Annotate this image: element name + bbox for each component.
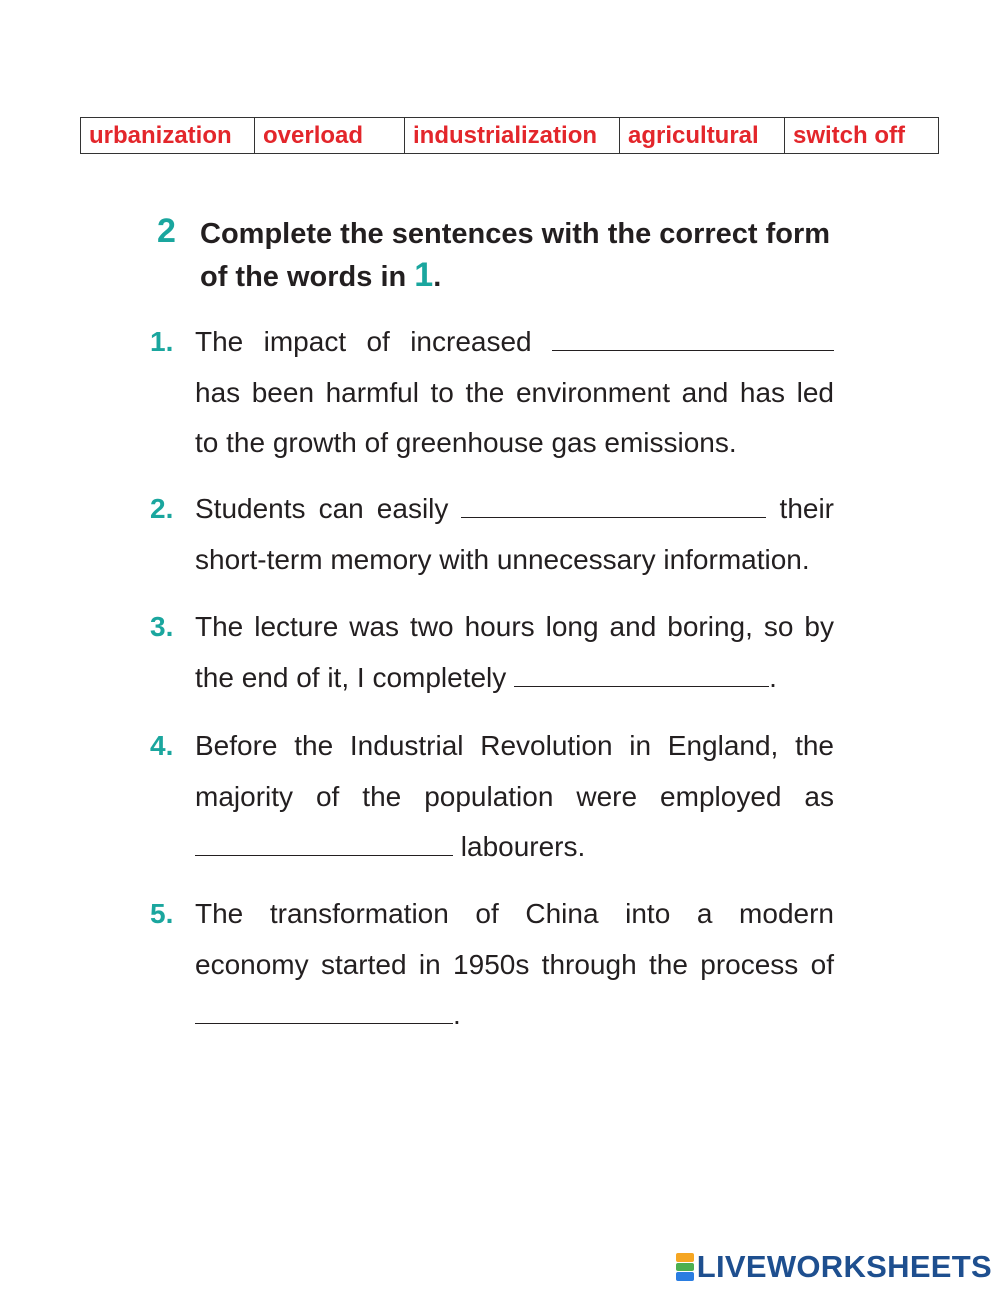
- word-bank-item: industrialization: [405, 118, 620, 154]
- question-text: [195, 889, 834, 1041]
- question-text-after: has been harmful to the environment and has led to the growth of greenhouse gas emissions.: [195, 376, 834, 458]
- instruction-ref-number: 1: [414, 256, 434, 294]
- question-text-before: The impact of increased: [195, 326, 552, 357]
- question-text: [195, 602, 834, 703]
- question-text-before: The transformation of China into a modern economy started in 1950s through the process of: [195, 898, 834, 980]
- liveworksheets-logo-icon: [676, 1253, 694, 1281]
- word-bank-item: switch off: [785, 118, 939, 154]
- instruction-suffix: .: [433, 261, 442, 293]
- logo-square: [676, 1272, 694, 1281]
- word-bank: [80, 117, 939, 154]
- answer-blank[interactable]: [195, 829, 453, 856]
- question-text: [195, 317, 834, 469]
- question-text-before: The lecture was two hours long and boring, so by the end of it, I completely: [195, 611, 834, 693]
- exercise-number: 2: [157, 212, 176, 250]
- answer-blank[interactable]: [514, 660, 769, 687]
- word-bank-item: agricultural: [620, 118, 785, 154]
- logo-square: [676, 1253, 694, 1262]
- question-text: [195, 484, 834, 585]
- question-number: 3.: [150, 611, 174, 642]
- question-text-after: .: [453, 999, 461, 1030]
- question-text-after: .: [769, 661, 777, 693]
- answer-blank[interactable]: [552, 324, 834, 351]
- logo-square: [676, 1263, 694, 1272]
- question-number: 2.: [150, 493, 174, 524]
- question-text-after: labourers.: [453, 831, 586, 862]
- question-text: [195, 721, 834, 873]
- brand-name: LIVEWORKSHEETS: [696, 1249, 992, 1284]
- instruction-text: Complete the sentences with the correct form of the words in: [200, 218, 831, 293]
- question-number: 5.: [150, 898, 174, 929]
- question-number: 4.: [150, 730, 174, 761]
- question-text-before: Before the Industrial Revolution in England, the majority of the population were employed as: [195, 730, 834, 812]
- liveworksheets-brand: [676, 1249, 992, 1285]
- answer-blank[interactable]: [195, 997, 453, 1024]
- question-text-after: their short-term memory with unnecessary information.: [195, 493, 835, 575]
- question-text-before: Students can easily: [195, 493, 462, 524]
- word-bank-item: urbanization: [81, 118, 255, 154]
- exercise-instruction: [200, 214, 860, 298]
- question-number: 1.: [150, 326, 174, 357]
- answer-blank[interactable]: [461, 491, 766, 518]
- word-bank-item: overload: [255, 118, 405, 154]
